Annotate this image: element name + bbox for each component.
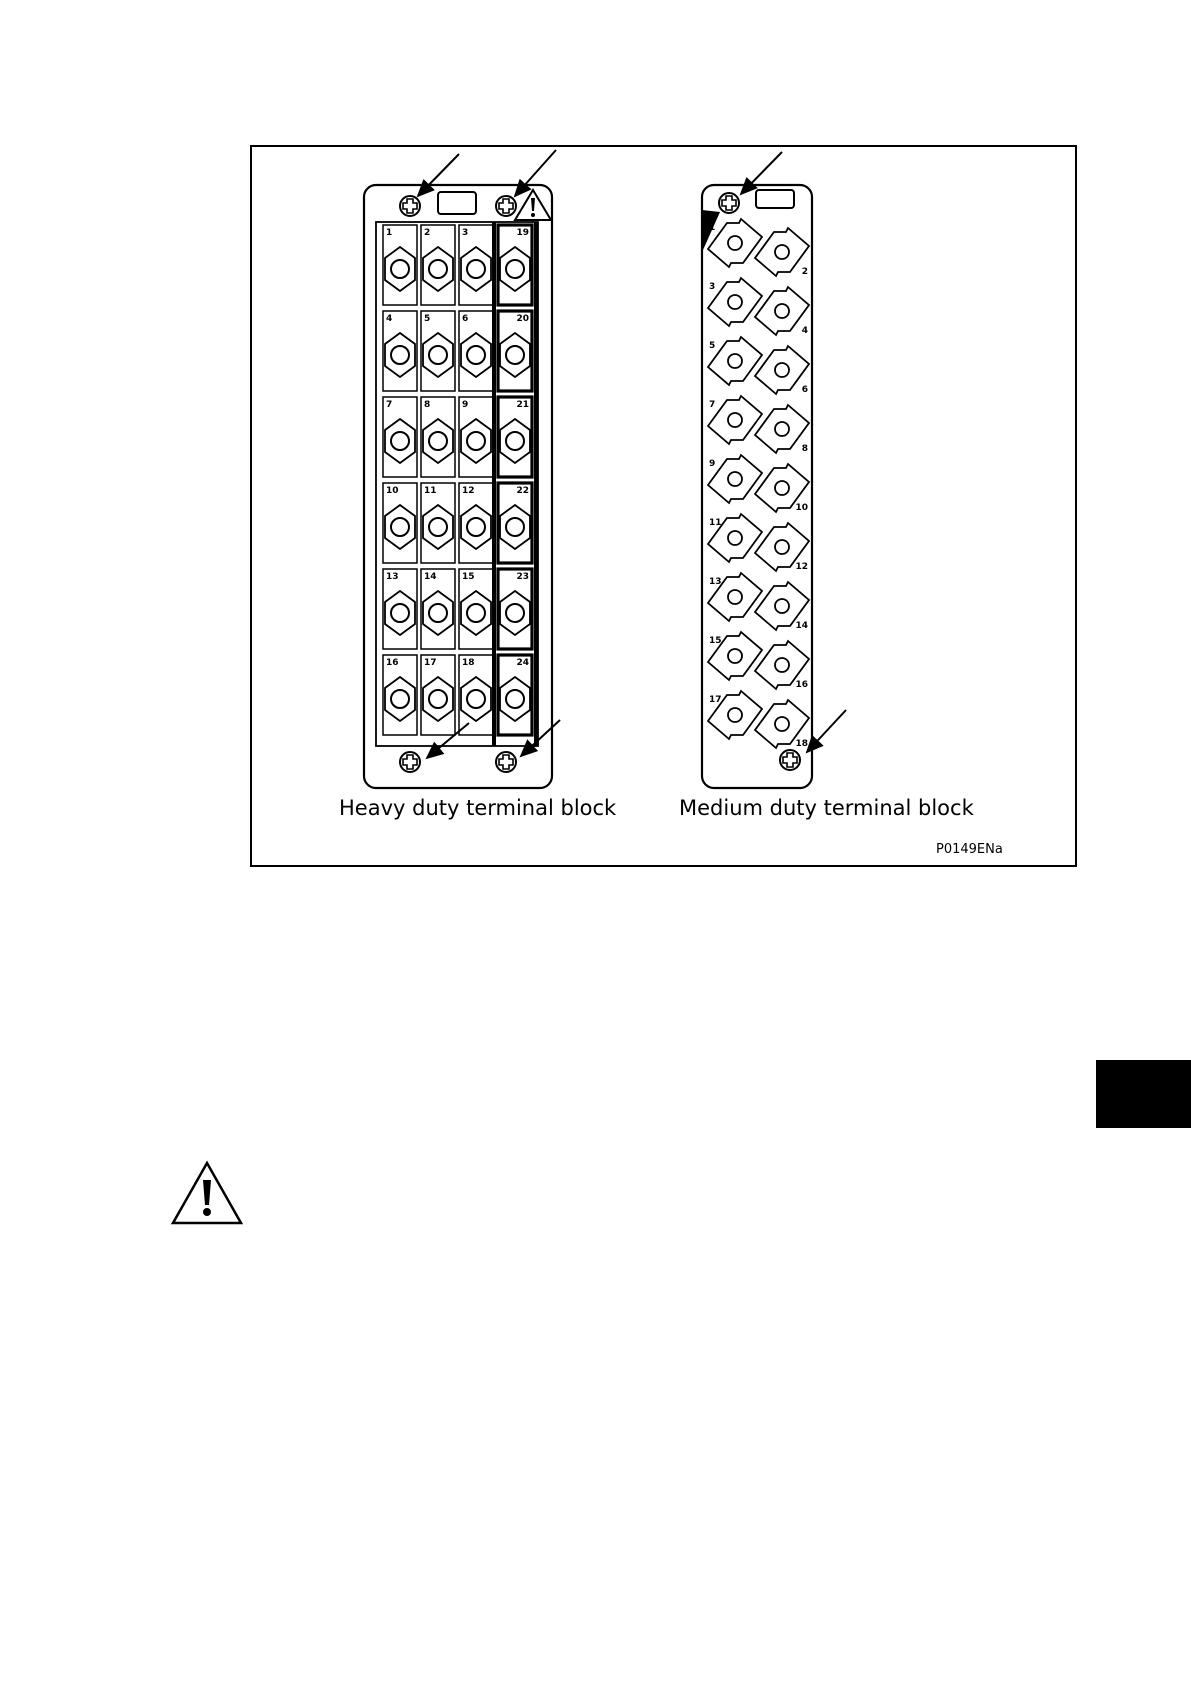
terminal-cell bbox=[498, 655, 532, 735]
terminal-nut bbox=[423, 505, 453, 549]
figure-code: P0149ENa bbox=[936, 842, 1003, 857]
terminal-number: 20 bbox=[516, 314, 529, 324]
terminal-nut bbox=[423, 419, 453, 463]
heavy-block-label-slot bbox=[438, 192, 476, 214]
terminal-number: 14 bbox=[424, 572, 437, 582]
terminal-cell bbox=[383, 311, 417, 391]
terminal-nut bbox=[500, 247, 530, 291]
terminal-number: 18 bbox=[795, 739, 808, 749]
terminal-nut bbox=[423, 591, 453, 635]
terminal-number: 4 bbox=[386, 314, 393, 324]
terminal-cell bbox=[421, 655, 455, 735]
terminal-nut bbox=[500, 677, 530, 721]
terminal-cell bbox=[459, 225, 493, 305]
terminal-nut bbox=[385, 677, 415, 721]
terminal-number: 18 bbox=[462, 658, 475, 668]
terminal-nut bbox=[385, 591, 415, 635]
terminal-number: 1 bbox=[386, 228, 393, 238]
terminal-cell bbox=[383, 569, 417, 649]
terminal-number: 15 bbox=[462, 572, 475, 582]
terminal-nut bbox=[385, 505, 415, 549]
terminal-number: 12 bbox=[795, 562, 808, 572]
terminal-number: 2 bbox=[801, 267, 808, 277]
terminal-number: 10 bbox=[386, 486, 399, 496]
terminal-nut bbox=[423, 677, 453, 721]
terminal-nut bbox=[461, 505, 491, 549]
terminal-number: 23 bbox=[516, 572, 529, 582]
terminal-cell bbox=[383, 483, 417, 563]
screw-icon bbox=[719, 193, 739, 213]
terminal-number: 4 bbox=[801, 326, 808, 336]
terminal-number: 13 bbox=[709, 577, 722, 587]
terminal-number: 10 bbox=[795, 503, 808, 513]
terminal-cell bbox=[459, 569, 493, 649]
warning-triangle-icon bbox=[170, 1160, 244, 1226]
terminal-cell bbox=[421, 225, 455, 305]
terminal-cell bbox=[459, 483, 493, 563]
terminal-nut bbox=[461, 677, 491, 721]
terminal-number: 14 bbox=[795, 621, 808, 631]
terminal-nut bbox=[385, 419, 415, 463]
terminal-nut bbox=[461, 591, 491, 635]
terminal-number: 9 bbox=[709, 459, 716, 469]
terminal-number: 8 bbox=[424, 400, 431, 410]
terminal-cell bbox=[383, 397, 417, 477]
terminal-cell bbox=[498, 225, 532, 305]
terminal-number: 5 bbox=[424, 314, 431, 324]
terminal-nut bbox=[385, 247, 415, 291]
terminal-nut bbox=[423, 333, 453, 377]
terminal-number: 6 bbox=[462, 314, 469, 324]
terminal-number: 1 bbox=[709, 223, 716, 233]
heavy-duty-caption: Heavy duty terminal block bbox=[339, 796, 617, 820]
terminal-cell bbox=[459, 655, 493, 735]
screw-icon bbox=[400, 196, 420, 216]
terminal-nut bbox=[423, 247, 453, 291]
screw-icon bbox=[780, 750, 800, 770]
terminal-number: 3 bbox=[709, 282, 716, 292]
terminal-number: 17 bbox=[709, 695, 722, 705]
terminal-number: 19 bbox=[516, 228, 529, 238]
terminal-cell bbox=[383, 655, 417, 735]
screw-icon bbox=[496, 752, 516, 772]
heavy-duty-terminal-block bbox=[364, 185, 552, 788]
terminal-cell bbox=[421, 569, 455, 649]
terminal-number: 3 bbox=[462, 228, 469, 238]
terminal-number: 15 bbox=[709, 636, 722, 646]
terminal-number: 9 bbox=[462, 400, 469, 410]
terminal-number: 8 bbox=[801, 444, 808, 454]
terminal-nut bbox=[500, 419, 530, 463]
terminal-cell bbox=[498, 483, 532, 563]
terminal-cell bbox=[498, 311, 532, 391]
terminal-number: 11 bbox=[424, 486, 437, 496]
terminal-number: 5 bbox=[709, 341, 716, 351]
medium-block-label-slot bbox=[756, 190, 794, 208]
terminal-nut bbox=[500, 505, 530, 549]
terminal-cell bbox=[421, 483, 455, 563]
terminal-number: 17 bbox=[424, 658, 437, 668]
terminal-number: 11 bbox=[709, 518, 722, 528]
terminal-number: 6 bbox=[801, 385, 808, 395]
terminal-cell bbox=[421, 311, 455, 391]
terminal-cell bbox=[383, 225, 417, 305]
terminal-nut bbox=[500, 333, 530, 377]
terminal-number: 12 bbox=[462, 486, 475, 496]
terminal-number: 24 bbox=[516, 658, 529, 668]
terminal-nut bbox=[461, 333, 491, 377]
medium-duty-terminal-block bbox=[702, 185, 812, 788]
terminal-cell bbox=[498, 569, 532, 649]
screw-icon bbox=[496, 196, 516, 216]
terminal-nut bbox=[500, 591, 530, 635]
terminal-nut bbox=[385, 333, 415, 377]
terminal-number: 22 bbox=[516, 486, 529, 496]
terminal-cell bbox=[498, 397, 532, 477]
terminal-cell bbox=[421, 397, 455, 477]
section-tab-marker bbox=[1096, 1060, 1191, 1128]
terminal-nut bbox=[461, 247, 491, 291]
terminal-number: 7 bbox=[709, 400, 716, 410]
medium-duty-caption: Medium duty terminal block bbox=[679, 796, 974, 820]
terminal-number: 16 bbox=[386, 658, 399, 668]
terminal-nut bbox=[461, 419, 491, 463]
terminal-number: 13 bbox=[386, 572, 399, 582]
terminal-number: 21 bbox=[516, 400, 529, 410]
terminal-cell bbox=[459, 397, 493, 477]
terminal-number: 16 bbox=[795, 680, 808, 690]
terminal-cell bbox=[459, 311, 493, 391]
terminal-number: 7 bbox=[386, 400, 393, 410]
terminal-number: 2 bbox=[424, 228, 431, 238]
screw-icon bbox=[400, 752, 420, 772]
